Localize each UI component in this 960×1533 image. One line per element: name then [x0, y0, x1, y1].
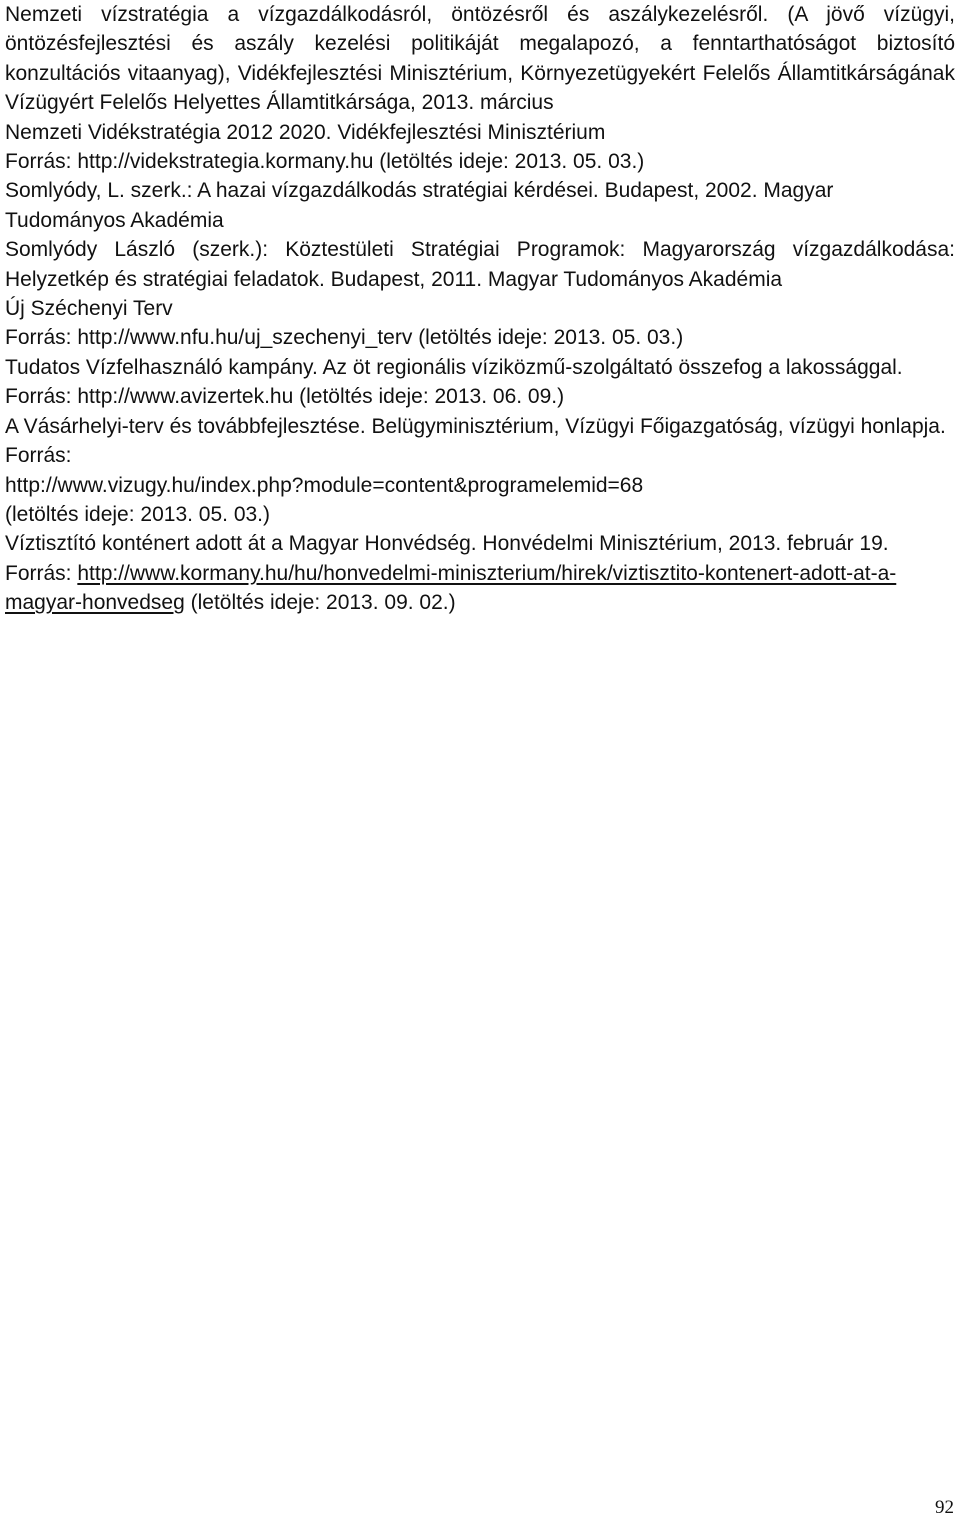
- reference-entry-vasarhelyi-terv: A Vásárhelyi-terv és továbbfejlesztése. Belügyminisztérium, Vízügyi Főigazgatóság, vízügyi honlapja. Forrás:: [5, 414, 946, 468]
- reference-url-vizugy: http://www.vizugy.hu/index.php?module=content&programelemid=68: [5, 473, 644, 497]
- source-prefix: Forrás:: [5, 561, 78, 585]
- reference-entry-tudatos-vizfelhasznalo: Tudatos Vízfelhasználó kampány. Az öt regionális víziközmű-szolgáltató összefog a lakossággal. Forrás: http://www.avizertek.hu (letöltés ideje: 2013. 06. 09.): [5, 355, 903, 409]
- page-number: 92: [935, 1497, 954, 1518]
- reference-source-uj-szechenyi-terv: Forrás: http://www.nfu.hu/uj_szechenyi_terv (letöltés ideje: 2013. 05. 03.): [5, 326, 684, 350]
- reference-entry-vizstrategia: Nemzeti vízstratégia a vízgazdálkodásról, öntözésről és aszálykezelésről. (A jövő vízügyi, öntözésfejlesztési és aszály kezelési politikáját megalapozó, a fenntarthatóságot biztosító konzultációs vitaanyag), Vidékfejlesztési Minisztérium, Környezetügyekért Felelős Államtitkárságának Vízügyért Felelős Helyettes Államtitkársága, 2013. március: [5, 3, 955, 115]
- reference-entry-uj-szechenyi-terv: Új Széchenyi Terv: [5, 297, 173, 321]
- reference-entry-videkstrategia: Nemzeti Vidékstratégia 2012 2020. Vidékfejlesztési Minisztérium: [5, 120, 606, 144]
- download-date: (letöltés ideje: 2013. 09. 02.): [184, 591, 456, 615]
- reference-source-videkstrategia: Forrás: http://videkstrategia.kormany.hu (letöltés ideje: 2013. 05. 03.): [5, 150, 645, 174]
- reference-list: [5, 0, 955, 618]
- reference-entry-viztisztito-kontener: Víztisztító konténert adott át a Magyar Honvédség. Honvédelmi Minisztérium, 2013. február 19.: [5, 532, 889, 556]
- reference-entry-somlyody-2011: Somlyódy László (szerk.): Köztestületi Stratégiai Programok: Magyarország vízgazdálkodása: Helyzetkép és stratégiai feladatok. Budapest, 2011. Magyar Tudományos Akadémia: [5, 238, 955, 291]
- reference-source-kormany: [5, 559, 955, 618]
- kormany-hu-link[interactable]: http://www.kormany.hu/hu/honvedelmi-miniszterium/hirek/viztisztito-kontenert-adott-at-a-magyar-honvedseg: [5, 561, 897, 615]
- reference-entry-somlyody-2002: Somlyódy, L. szerk.: A hazai vízgazdálkodás stratégiai kérdései. Budapest, 2002. Magyar Tudományos Akadémia: [5, 179, 834, 232]
- reference-download-date-vizugy: (letöltés ideje: 2013. 05. 03.): [5, 502, 271, 526]
